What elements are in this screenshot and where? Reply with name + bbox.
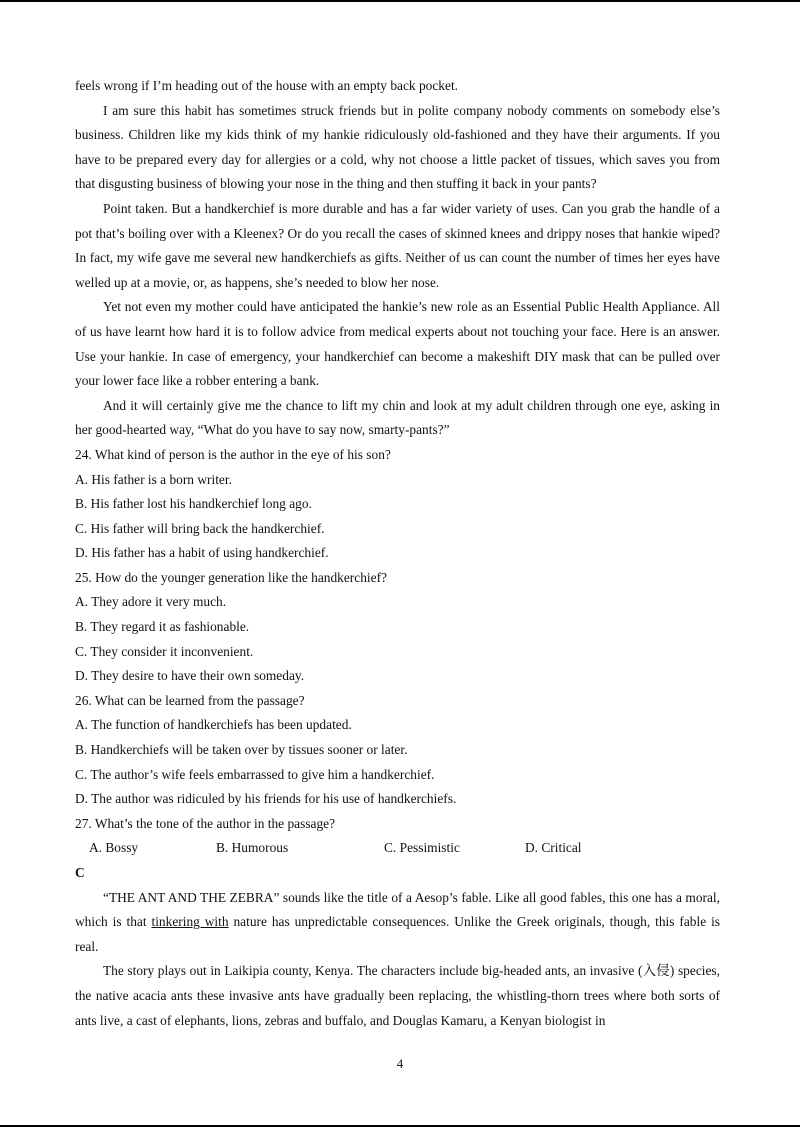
page-number: 4 xyxy=(396,1056,404,1071)
question-25-option-d: D. They desire to have their own someday. xyxy=(75,668,305,684)
top-rule xyxy=(0,0,800,2)
paragraph-public-health: Yet not even my mother could have anticipated the hankie’s new role as an Essential Public Health Appliance. All of us have learnt how hard it is to follow advice from medical experts about not touching your face. Here is an answer. Use your hankie. In case of emergency, your handkerchief can become a makeshift DIY mask that can be pulled over your lower face like a robber entering a bank. xyxy=(75,299,720,389)
question-25-option-b: B. They regard it as fashionable. xyxy=(75,619,250,635)
question-27-options xyxy=(89,836,720,861)
paragraph-smarty-pants: And it will certainly give me the chance to lift my chin and look at my adult children through one eye, asking in her good-hearted way, “What do you have to say now, smarty-pants?” xyxy=(75,397,720,438)
question-27-option-b: B. Humorous xyxy=(216,840,289,856)
question-25-option-a: A. They adore it very much. xyxy=(75,594,227,610)
paragraph-continued: feels wrong if I’m heading out of the house with an empty back pocket. xyxy=(75,78,459,93)
question-26-stem: 26. What can be learned from the passage? xyxy=(75,692,305,708)
underlined-phrase: tinkering with xyxy=(151,914,229,930)
question-26-option-c: C. The author’s wife feels embarrassed to give him a handkerchief. xyxy=(75,766,435,782)
ant-zebra-text-1: “THE ANT AND THE ZEBRA” sounds like the title of a Aesop’s fable. Like all good fables, this one has a moral, which is that xyxy=(75,889,720,930)
question-24-option-a: A. His father is a born writer. xyxy=(75,471,232,487)
question-25-option-c: C. They consider it inconvenient. xyxy=(75,643,254,659)
question-27-option-c: C. Pessimistic xyxy=(384,840,460,856)
question-26-option-a: A. The function of handkerchiefs has been updated. xyxy=(75,717,352,733)
question-24-option-b: B. His father lost his handkerchief long ago. xyxy=(75,496,312,512)
paragraph-point-taken: Point taken. But a handkerchief is more durable and has a far wider variety of uses. Can you grab the handle of a pot that’s boiling over with a Kleenex? Or do you recall the cases of skinned knees and drippy noses that hankie wiped? In fact, my wife gave me several new handkerchiefs as gifts. Neither of us can count the number of times her eyes have welled up at a movie, or, as happens, she’s needed to blow her nose. xyxy=(75,200,720,290)
section-c-heading: C xyxy=(75,865,85,880)
bottom-rule xyxy=(0,1125,800,1127)
question-27-option-a: A. Bossy xyxy=(89,840,139,856)
question-26-option-b: B. Handkerchiefs will be taken over by tissues sooner or later. xyxy=(75,742,408,758)
page-content xyxy=(75,74,720,1033)
question-26-option-d: D. The author was ridiculed by his friends for his use of handkerchiefs. xyxy=(75,791,457,807)
paragraph-habit: I am sure this habit has sometimes struck friends but in polite company nobody comments on somebody else’s business. Children like my kids think of my hankie ridiculously old-fashioned and they have their arguments. If you have to be prepared every day for allergies or a cold, why not choose a little packet of tissues, which saves you from that disgusting business of blowing your nose in the thing and then stuffing it back in your pants? xyxy=(75,102,720,192)
question-24-option-d: D. His father has a habit of using handkerchief. xyxy=(75,545,329,561)
question-24-stem: 24. What kind of person is the author in the eye of his son? xyxy=(75,446,391,462)
ant-zebra-text-2: nature has unpredictable consequences. Unlike the Greek originals, though, this fable is real. xyxy=(75,914,721,954)
question-27-option-d: D. Critical xyxy=(525,840,582,856)
question-27-stem: 27. What’s the tone of the author in the passage? xyxy=(75,815,336,831)
paragraph-ant-zebra xyxy=(75,886,720,960)
question-24-option-c: C. His father will bring back the handkerchief. xyxy=(75,520,325,536)
question-25-stem: 25. How do the younger generation like the handkerchief? xyxy=(75,569,387,585)
paragraph-laikipia: The story plays out in Laikipia county, Kenya. The characters include big-headed ants, an invasive (入侵) species, the native acacia ants these invasive ants have gradually been replacing, the whistling-thorn trees where both sorts of ants live, a cast of elephants, lions, zebras and buffalo, and Douglas Kamaru, a Kenyan biologist in xyxy=(75,963,720,1028)
